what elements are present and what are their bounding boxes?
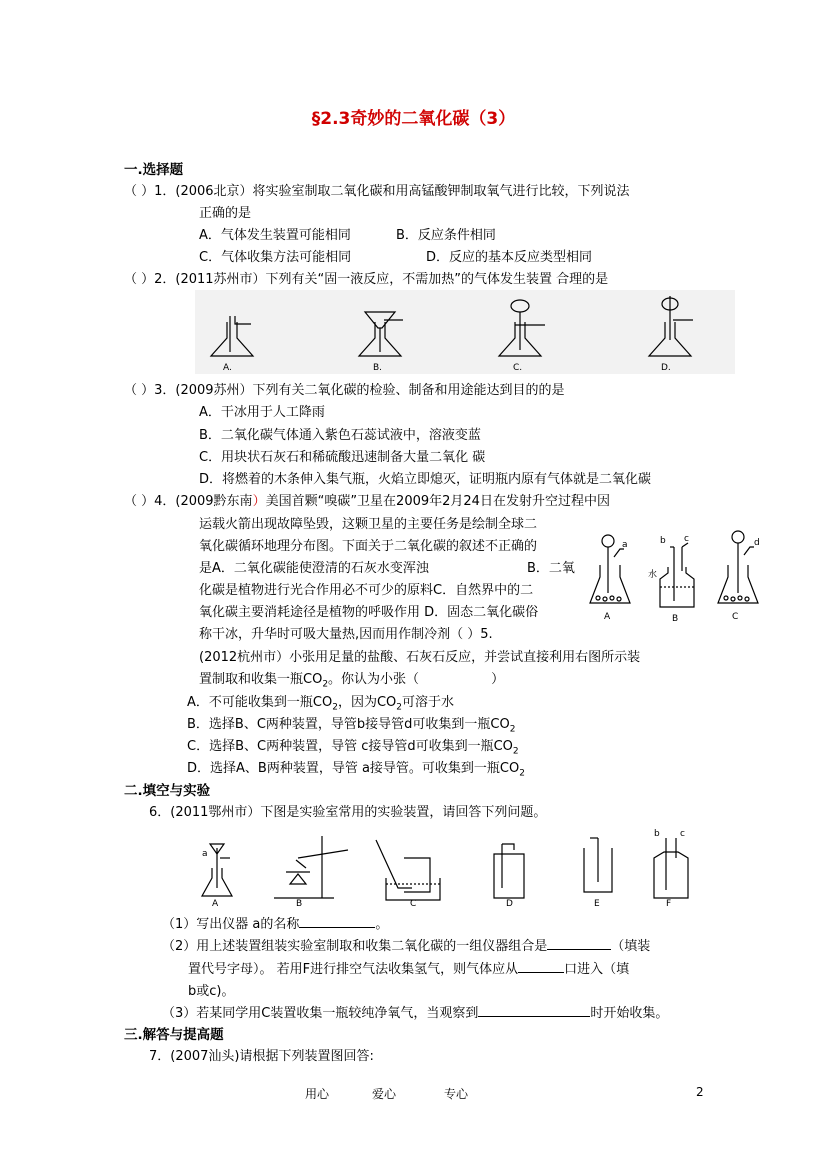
q4-fig-letter-c: c bbox=[684, 534, 689, 544]
q6-fig-letter-b: b bbox=[654, 829, 660, 839]
q6-fig-label-b: B bbox=[296, 899, 303, 909]
question-4-line-6: 氧化碳主要消耗途径是植物的呼吸作用 D．固态二氧化碳俗 bbox=[199, 605, 539, 620]
question-5-line-2: 置制取和收集一瓶$CO_2$。你认为小张（ ） bbox=[199, 672, 505, 690]
question-6-sub-1: （1）写出仪器 a的名称 。 bbox=[162, 917, 389, 932]
question-2-stem: （ ）2．(2011苏州市）下列有关“固一液反应，不需加热”的气体发生装置 合理的是 bbox=[124, 272, 609, 287]
question-5-option-b: B．选择B、C两种装置，导管b接导管d可收集到一瓶$CO_2$ bbox=[187, 717, 516, 735]
question-5-option-c: C．选择B、C两种装置，导管 c接导管d可收集到一瓶$CO_2$ bbox=[187, 739, 519, 757]
question-1-stem-cont: 正确的是 bbox=[199, 206, 252, 221]
q4-fig-water-label: 水 bbox=[648, 570, 658, 580]
page-title: §2.3奇妙的二氧化碳（3） bbox=[311, 109, 516, 129]
q4-fig-label-b: B bbox=[672, 614, 679, 624]
question-6-figure bbox=[198, 828, 708, 908]
question-4-line-1: （ ）4．(2009黔东南）美国首颗“嗅碳”卫星在2009年2月24日在发射升空过程中因 bbox=[124, 494, 610, 509]
question-5-line-1: (2012杭州市）小张用足量的盐酸、石灰石反应，并尝试直接利用右图所示装 bbox=[199, 650, 641, 665]
question-1-stem: （ ）1．(2006北京）将实验室制取二氧化碳和用高锰酸钾制取氧气进行比较，下列说法 bbox=[124, 184, 630, 199]
question-4-line-4: 是A．二氧化碳能使澄清的石灰水变浑浊 bbox=[199, 561, 429, 576]
question-5-option-a: A．不可能收集到一瓶$CO_2$，因为$CO_2$可溶于水 bbox=[187, 695, 454, 713]
question-4-5-figure bbox=[586, 527, 776, 625]
q6-fig-letter-a: a bbox=[202, 849, 208, 859]
question-6-sub-3: （3）若某同学用C装置收集一瓶较纯净氧气，当观察到 时开始收集。 bbox=[162, 1006, 669, 1021]
question-4-line-7: 称干冰，升华时可吸大量热,因而用作制冷剂（ ）5. bbox=[199, 627, 493, 642]
question-3-option-a: A．干冰用于人工降雨 bbox=[199, 405, 325, 420]
question-7-stem: 7．(2007汕头)请根据下列装置图回答: bbox=[149, 1049, 374, 1064]
question-3-stem: （ ）3．(2009苏州）下列有关二氧化碳的检验、制备和用途能达到目的的是 bbox=[124, 383, 565, 398]
question-3-option-c: C．用块状石灰石和稀硫酸迅速制备大量二氧化 碳 bbox=[199, 450, 486, 465]
question-6-stem: 6．(2011鄂州市）下图是实验室常用的实验装置，请回答下列问题。 bbox=[149, 805, 547, 820]
page-number: 2 bbox=[696, 1085, 704, 1099]
question-4-line-4b: B．二氧 bbox=[527, 561, 575, 576]
section-heading-fill: 二.填空与实验 bbox=[124, 783, 211, 799]
question-1-option-d: D．反应的基本反应类型相同 bbox=[426, 250, 593, 265]
q6-fig-label-c: C bbox=[410, 899, 417, 909]
footer-text-2: 爱心 bbox=[372, 1087, 397, 1101]
question-5-option-d: D．选择A、B两种装置，导管 a接导管。可收集到一瓶$CO_2$ bbox=[187, 761, 525, 779]
q6-fig-label-d: D bbox=[506, 899, 513, 909]
question-6-sub-2: （2）用上述装置组装实验室制取和收集二氧化碳的一组仪器组合是 （填装 bbox=[162, 939, 651, 954]
section-heading-choice: 一.选择题 bbox=[124, 162, 184, 178]
q6-fig-label-f: F bbox=[666, 899, 672, 909]
question-1-option-b: B．反应条件相同 bbox=[396, 228, 496, 243]
question-2-figure bbox=[195, 290, 735, 374]
q4-fig-label-c: C bbox=[732, 612, 739, 622]
footer-text-3: 专心 bbox=[444, 1087, 469, 1101]
question-3-option-b: B．二氧化碳气体通入紫色石蕊试液中，溶液变蓝 bbox=[199, 428, 481, 443]
footer-text-1: 用心 bbox=[305, 1087, 330, 1101]
q2-label-c: C. bbox=[513, 363, 523, 373]
q4-fig-letter-a: a bbox=[622, 540, 628, 550]
q6-fig-letter-c: c bbox=[680, 829, 685, 839]
q4-fig-label-a: A bbox=[604, 612, 611, 622]
q2-label-d: D. bbox=[661, 363, 671, 373]
question-4-line-5: 化碳是植物进行光合作用必不可少的原料C．自然界中的二 bbox=[199, 583, 534, 598]
q2-label-a: A. bbox=[223, 363, 232, 373]
q6-fig-label-a: A bbox=[212, 899, 219, 909]
question-6-sub-2-cont: 置代号字母）。 若用F进行排空气法收集氢气，则气体应从 口进入（填 bbox=[188, 962, 630, 977]
section-heading-solve: 三.解答与提高题 bbox=[124, 1027, 224, 1043]
q4-fig-letter-d: d bbox=[754, 538, 760, 548]
q2-label-b: B. bbox=[373, 363, 383, 373]
question-4-line-3: 氧化碳循环地理分布图。下面关于二氧化碳的叙述不正确的 bbox=[199, 539, 538, 554]
question-1-option-c: C．气体收集方法可能相同 bbox=[199, 250, 352, 265]
question-4-line-2: 运载火箭出现故障坠毁，这颗卫星的主要任务是绘制全球二 bbox=[199, 517, 538, 532]
q6-fig-label-e: E bbox=[594, 899, 600, 909]
q4-fig-letter-b: b bbox=[660, 536, 666, 546]
question-1-option-a: A．气体发生装置可能相同 bbox=[199, 228, 351, 243]
question-3-option-d: D．将燃着的木条伸入集气瓶，火焰立即熄灭，证明瓶内原有气体就是二氧化碳 bbox=[199, 472, 652, 487]
question-6-sub-2-cont2: b或c)。 bbox=[188, 984, 235, 999]
